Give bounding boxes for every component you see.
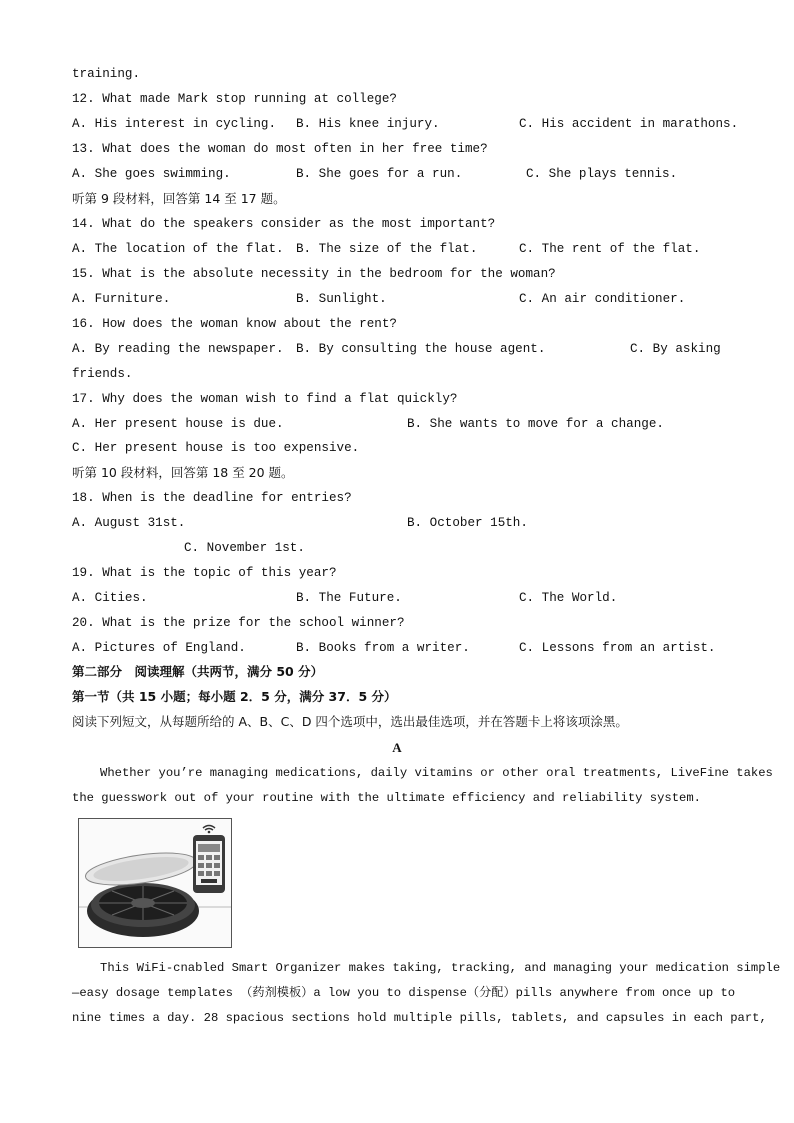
question-14: 14. What do the speakers consider as the most important? — [72, 217, 496, 231]
question-13: 13. What does the woman do most often in her free time? — [72, 142, 488, 156]
q12-option-b: B. His knee injury. — [296, 117, 440, 131]
q18-option-a: A. August 31st. — [72, 516, 186, 530]
smart-pill-organizer-photo — [78, 818, 232, 948]
q16-option-c-continued: friends. — [72, 367, 133, 381]
q17-option-a: A. Her present house is due. — [72, 417, 284, 431]
q20-option-b: B. Books from a writer. — [296, 641, 470, 655]
question-20: 20. What is the prize for the school winner? — [72, 616, 405, 630]
q16-option-a: A. By reading the newspaper. — [72, 342, 284, 356]
passage-paragraph-1-line-2: the guesswork out of your routine with the ultimate efficiency and reliability system. — [72, 791, 701, 805]
continued-text: training. — [72, 67, 141, 81]
question-15: 15. What is the absolute necessity in the bedroom for the woman? — [72, 267, 556, 281]
q17-option-b: B. She wants to move for a change. — [407, 417, 664, 431]
q19-option-b: B. The Future. — [296, 591, 402, 605]
q19-option-c: C. The World. — [519, 591, 618, 605]
question-12: 12. What made Mark stop running at college? — [72, 92, 397, 106]
q16-option-b: B. By consulting the house agent. — [296, 342, 546, 356]
question-18: 18. When is the deadline for entries? — [72, 491, 352, 505]
q13-option-c: C. She plays tennis. — [526, 167, 678, 181]
reading-instruction: 阅读下列短文，从每题所给的 A、B、C、D 四个选项中，选出最佳选项，并在答题卡上将该项涂黑。 — [72, 714, 628, 729]
passage-label: A — [392, 740, 402, 755]
q18-option-c: C. November 1st. — [184, 541, 305, 555]
passage-paragraph-1-line-1: Whether you’re managing medications, daily vitamins or other oral treatments, LiveFine takes — [100, 766, 773, 780]
q19-option-a: A. Cities. — [72, 591, 148, 605]
q18-option-b: B. October 15th. — [407, 516, 528, 530]
question-16: 16. How does the woman know about the rent? — [72, 317, 397, 331]
q14-option-b: B. The size of the flat. — [296, 242, 478, 256]
q20-option-a: A. Pictures of England. — [72, 641, 246, 655]
pill-organizer-illustration — [79, 819, 231, 947]
q13-option-b: B. She goes for a run. — [296, 167, 463, 181]
passage-paragraph-2-line-2: —easy dosage templates （药剂模板）a low you to dispense（分配）pills anywhere from once up to — [72, 986, 736, 1000]
passage-paragraph-2-line-1: This WiFi-cnabled Smart Organizer makes taking, tracking, and managing your medication simple — [100, 961, 781, 975]
q16-option-c: C. By asking — [630, 342, 721, 356]
q14-option-c: C. The rent of the flat. — [519, 242, 701, 256]
q12-option-c: C. His accident in marathons. — [519, 117, 739, 131]
passage-paragraph-2-line-3: nine times a day. 28 spacious sections hold multiple pills, tablets, and capsules in each part, — [72, 1011, 767, 1025]
q12-option-a: A. His interest in cycling. — [72, 117, 277, 131]
q20-option-c: C. Lessons from an artist. — [519, 641, 716, 655]
q15-option-c: C. An air conditioner. — [519, 292, 686, 306]
q17-option-c: C. Her present house is too expensive. — [72, 441, 360, 455]
section-1-heading: 第一节（共 15 小题；每小题 2．5 分，满分 37．5 分） — [72, 689, 397, 704]
q14-option-a: A. The location of the flat. — [72, 242, 284, 256]
q13-option-a: A. She goes swimming. — [72, 167, 231, 181]
question-17: 17. Why does the woman wish to find a flat quickly? — [72, 392, 458, 406]
q15-option-b: B. Sunlight. — [296, 292, 387, 306]
section-10-instruction: 听第 10 段材料，回答第 18 至 20 题。 — [72, 465, 294, 480]
q15-option-a: A. Furniture. — [72, 292, 171, 306]
section-9-instruction: 听第 9 段材料，回答第 14 至 17 题。 — [72, 191, 286, 206]
part-2-heading: 第二部分 阅读理解（共两节，满分 50 分） — [72, 664, 324, 679]
question-19: 19. What is the topic of this year? — [72, 566, 337, 580]
